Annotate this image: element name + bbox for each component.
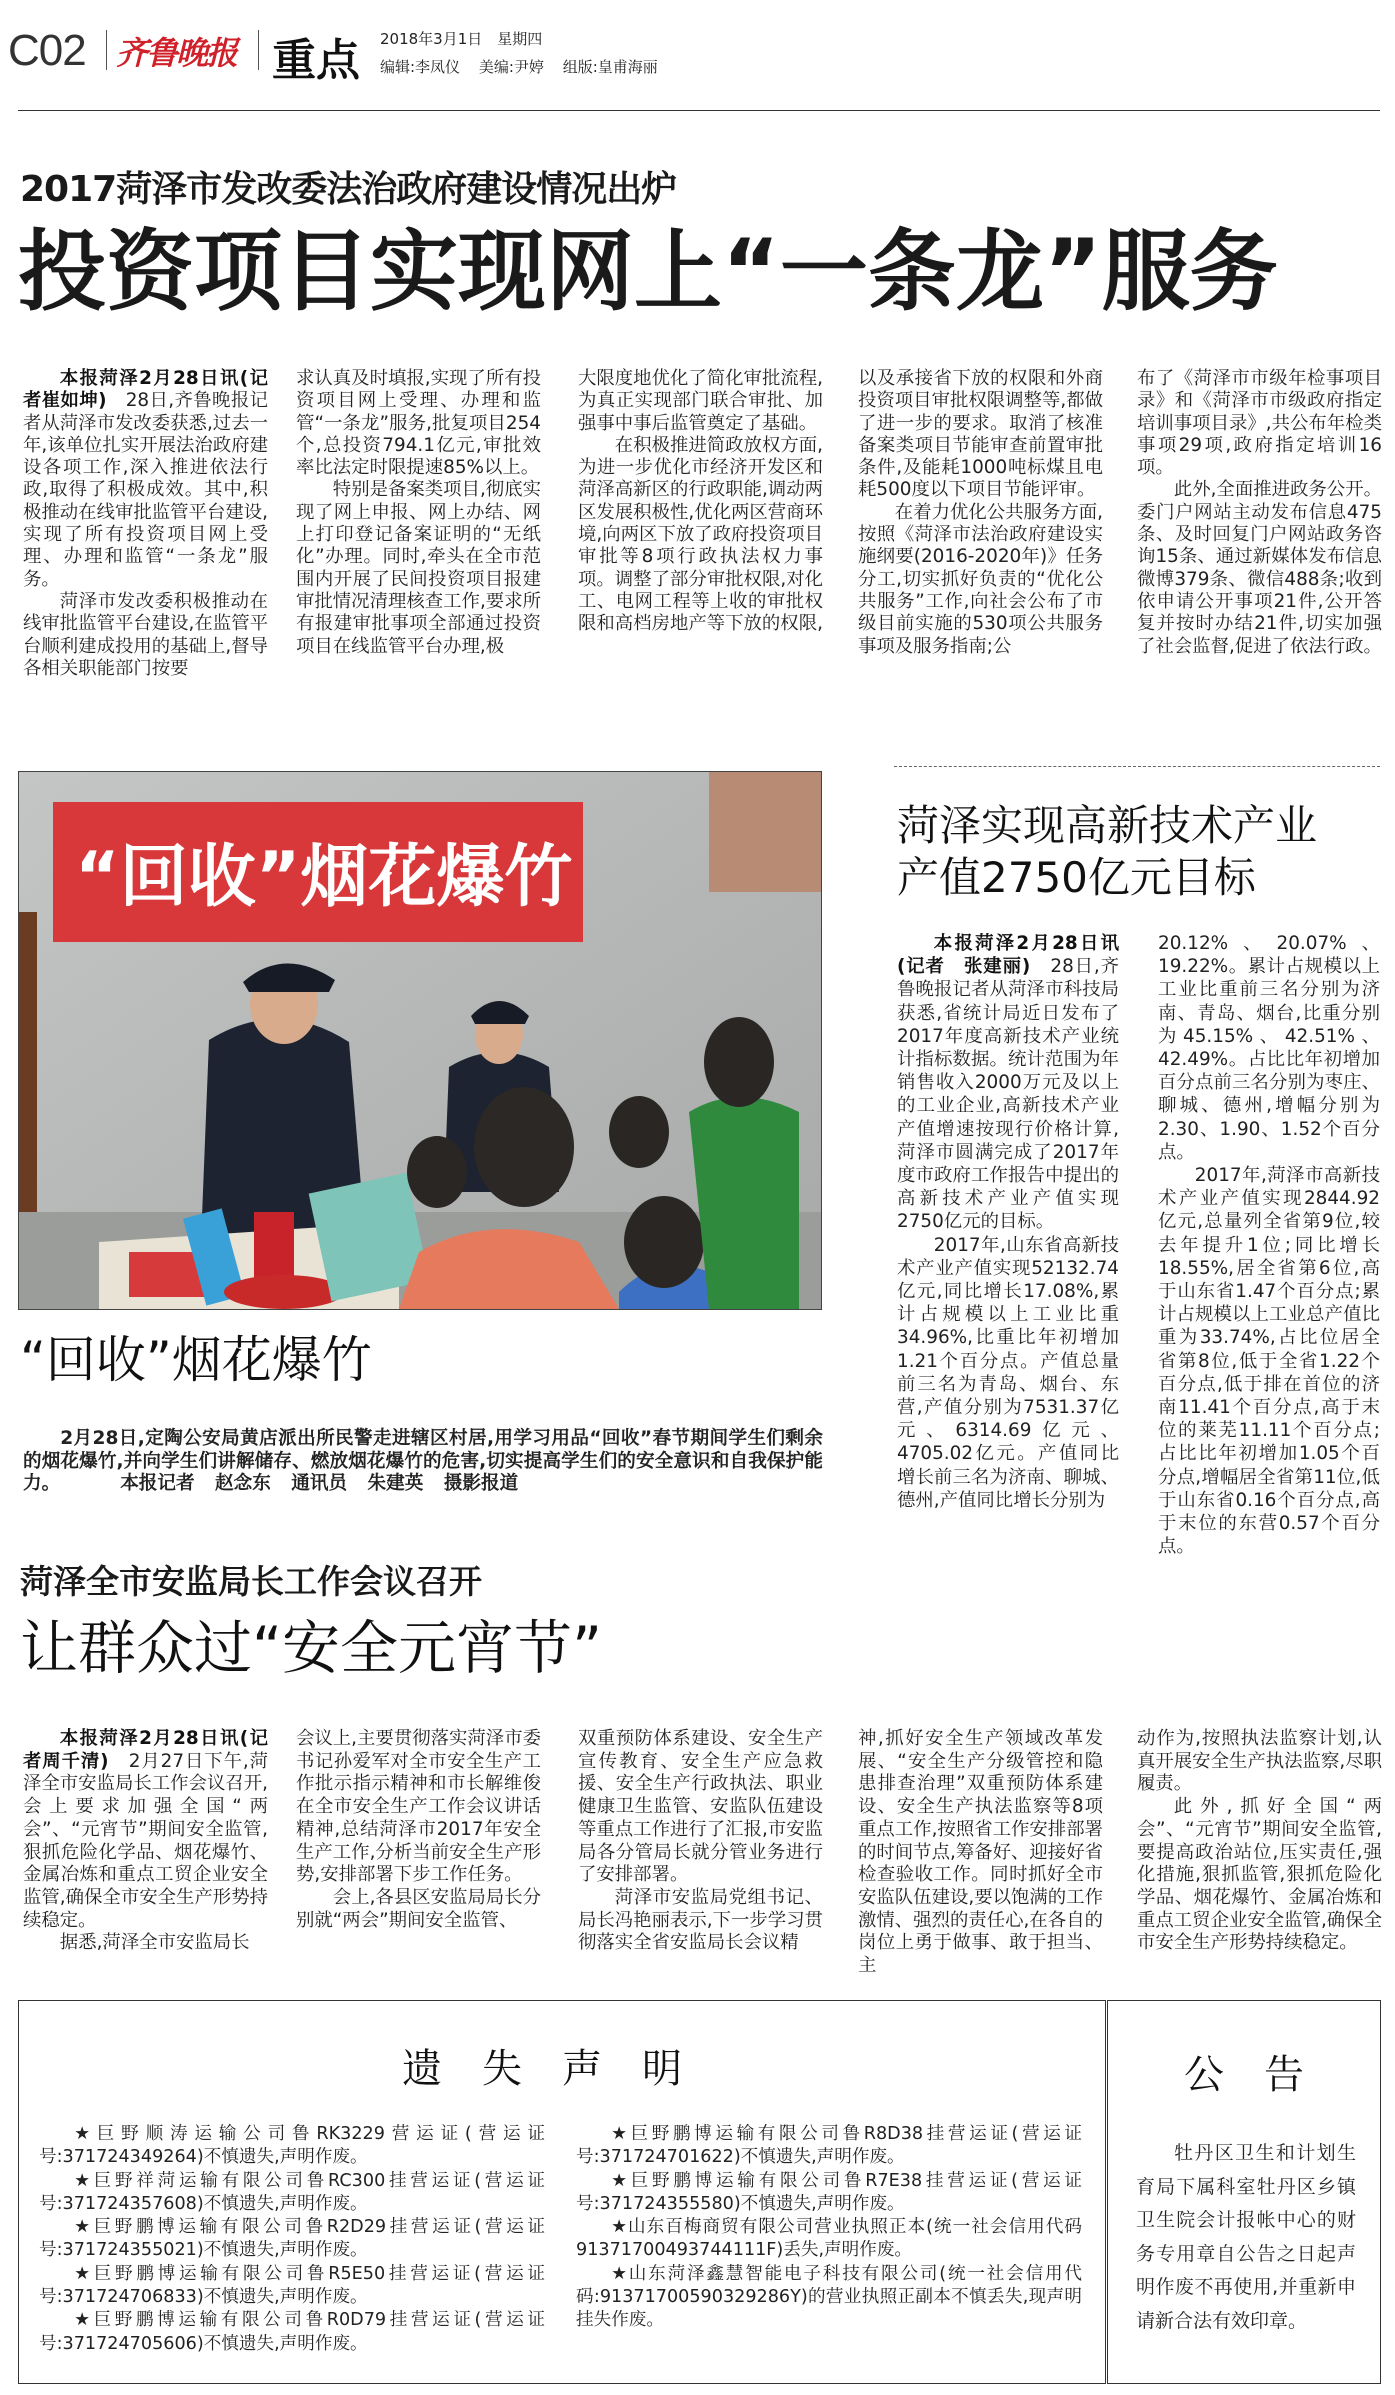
photo-caption-title: “回收”烟花爆竹 xyxy=(20,1331,372,1389)
paragraph xyxy=(578,368,823,435)
paragraph xyxy=(897,1234,1119,1512)
paragraph xyxy=(23,1932,268,1955)
newspaper-logo: 齐鲁晚报 xyxy=(116,34,237,72)
paragraph-text: 2月27日下午,菏泽全市安监局长工作会议召开,会上要求加强全国“两会”、“元宵节”期间安全监管,狠抓危险化学品、烟花爆竹、金属冶炼和重点工贸企业安全监管,确保全市安全生产形势持续稳定。 xyxy=(23,1750,269,1931)
photo-police-children-fireworks xyxy=(19,772,821,1309)
layout-editor: 组版:皇甫海丽 xyxy=(562,58,658,76)
header-rule xyxy=(18,110,1380,111)
article3-headline: 让群众过“安全元宵节” xyxy=(20,1614,603,1682)
loss-notice-item: ★巨野鹏博运输有限公司鲁R2D29挂营运证(营运证号:371724355021)不慎遗失,声明作废。 xyxy=(39,2217,545,2261)
paragraph xyxy=(296,1887,541,1932)
dateline-lead: 本报菏泽2月28日讯(记者 张建丽) xyxy=(897,933,1119,978)
paragraph-text: 28日,齐鲁晚报记者从菏泽市科技局获悉,省统计局近日发布了2017年度高新技术产业统计指标数据。统计范围为年销售收入2000万元及以上的工业企业,高新技术产业产值增速按现行价格计算,菏泽市圆满完成了2017年度市政府工作报告中提出的高新技术产业产值实现2750亿元的目标。 xyxy=(897,956,1119,1233)
paragraph xyxy=(296,1728,541,1887)
article-column xyxy=(1158,932,1380,1558)
paragraph xyxy=(296,368,541,479)
dashed-divider xyxy=(894,766,1380,767)
loss-notice-right-column xyxy=(576,2123,1082,2333)
article1-kicker: 2017菏泽市发改委法治政府建设情况出炉 xyxy=(20,169,677,210)
news-photo xyxy=(18,771,822,1310)
paragraph-text: 求认真及时填报,实现了所有投资项目网上受理、办理和监管“一条龙”服务,批复项目254个,总投资794.1亿元,审批效率比法定时限提速85%以上。 xyxy=(296,368,541,479)
paragraph-text: 神,抓好安全生产领域改革发展、“安全生产分级管控和隐患排查治理”双重预防体系建设、安全生产执法监察等8项重点工作,按照省工作安排部署的时间节点,筹备好、迎接好省检查验收工作。同时抓好全市安监队伍建设,要以饱满的工作激情、强烈的责任心,在各自的岗位上勇于做事、敢于担当、主 xyxy=(858,1728,1103,1977)
paragraph xyxy=(858,502,1103,658)
loss-notice-item: ★巨野鹏博运输有限公司鲁R8D38挂营运证(营运证号:371724701622)不慎遗失,声明作废。 xyxy=(576,2124,1082,2168)
public-notice-box xyxy=(1107,2000,1381,2384)
paragraph xyxy=(1158,932,1380,1164)
article-column xyxy=(858,1728,1103,1978)
paragraph-text: 双重预防体系建设、安全生产宣传教育、安全生产应急救援、安全生产行政执法、职业健康卫生监管、安监队伍建设等重点工作进行了汇报,市安监局各分管局长就分管业务进行了安排部署。 xyxy=(578,1728,823,1886)
paragraph-text: 据悉,菏泽全市安监局长 xyxy=(59,1932,250,1954)
paragraph-text: 特别是备案类项目,彻底实现了网上申报、网上办结、网上打印登记备案证明的“无纸化”办理。同时,牵头在全市范围内开展了民间投资项目报建审批情况清理核查工作,要求所有报建审批事项全部通过投资项目在线监管平台办理,极 xyxy=(296,479,541,657)
loss-notice-title: 遗失声明 xyxy=(402,2046,722,2092)
paragraph xyxy=(897,932,1119,1234)
loss-notice-box xyxy=(18,2000,1106,2384)
dateline-lead: 本报菏泽2月28日讯(记者崔如坤) xyxy=(23,368,268,412)
divider xyxy=(258,30,259,70)
article-column xyxy=(578,368,823,636)
paragraph-text: 大限度地优化了简化审批流程,为真正实现部门联合审批、加强事中事后监管奠定了基础。 xyxy=(578,368,823,434)
paragraph xyxy=(1137,368,1382,479)
paragraph-text: 在积极推进简政放权方面,为进一步优化市经济开发区和菏泽高新区的行政职能,调动两区发展积极性,优化两区营商环境,向两区下放了政府投资项目审批等8项行政执法权力事项。调整了部分审批权限,对化工、电网工程等上收的审批权限和高档房地产等下放的权限, xyxy=(578,434,823,635)
paragraph xyxy=(1137,1796,1382,1955)
paragraph xyxy=(858,368,1103,502)
paragraph-text: 会议上,主要贯彻落实菏泽市委书记孙爱军对全市安全生产工作批示指示精神和市长解维俊在全市安全生产工作会议讲话精神,总结菏泽市2017年安全生产工作,分析当前安全生产形势,安排部署下步工作任务。 xyxy=(296,1728,541,1886)
issue-date: 2018年3月1日 星期四 xyxy=(380,30,543,48)
paragraph xyxy=(1158,1164,1380,1558)
paragraph xyxy=(578,435,823,636)
article-column xyxy=(578,1728,823,1955)
paragraph-text: 此外,全面推进政务公开。委门户网站主动发布信息475条、及时回复门户网站政务咨询15条、通过新媒体发布信息微博379条、微信488条;收到依申请公开事项21件,公开答复并按时办结21件,切实加强了社会监督,促进了依法行政。 xyxy=(1137,479,1382,657)
loss-notice-item: ★巨野鹏博运输有限公司鲁R5E50挂营运证(营运证号:371724706833)不慎遗失,声明作废。 xyxy=(39,2263,545,2308)
banner-text: “回收”烟花爆竹 xyxy=(75,838,573,917)
paragraph-text: 20.12%、20.07%、19.22%。累计占规模以上工业比重前三名分别为济南、青岛、烟台,比重分别为45.15%、42.51%、42.49%。占比比年初增加百分点前三名分别为枣庄、聊城、德州,增幅分别为2.30、1.90、1.52个百分点。 xyxy=(1158,933,1380,1163)
paragraph xyxy=(23,1728,268,1932)
editor: 编辑:李凤仪 xyxy=(380,58,461,76)
art-editor: 美编:尹婷 xyxy=(478,58,544,76)
loss-notice-item: ★山东菏泽鑫慧智能电子科技有限公司(统一社会信用代码:91371700590329286Y)的营业执照正副本不慎丢失,现声明挂失作废。 xyxy=(576,2263,1082,2331)
article-column xyxy=(296,368,541,658)
divider xyxy=(106,30,107,70)
paragraph-text: 在着力优化公共服务方面,按照《菏泽市法治政府建设实施纲要(2016-2020年)》任务分工,切实抓好负责的“优化公共服务”工作,向社会公布了市级目前实施的530项公共服务事项及服务指南;公 xyxy=(858,501,1103,657)
article-column xyxy=(23,368,268,680)
paragraph-text: 此外,抓好全国“两会”、“元宵节”期间安全监管,要提高政治站位,压实责任,强化措施,狠抓监管,狠抓危险化学品、烟花爆竹、金属冶炼和重点工贸企业安全监管,确保全市安全生产形势持续稳定。 xyxy=(1137,1796,1382,1954)
loss-notice-item: ★巨野顺涛运输公司鲁RK3229营运证(营运证号:371724349264)不慎遗失,声明作废。 xyxy=(39,2124,545,2168)
paragraph-text: 28日,齐鲁晚报记者从菏泽市发改委获悉,过去一年,该单位扎实开展法治政府建设各项工作,深入推进依法行政,取得了积极成效。其中,积极推动在线审批监管平台建设,实现了所有投资项目网上受理、办理和监管“一条龙”服务。 xyxy=(23,390,269,590)
article-column xyxy=(23,1728,268,1955)
paragraph xyxy=(1137,1728,1382,1796)
paragraph-text: 会上,各县区安监局局长分别就“两会”期间安全监管、 xyxy=(296,1886,541,1931)
photo-caption xyxy=(23,1428,823,1496)
paragraph-text: 以及承接省下放的权限和外商投资项目审批权限调整等,都做了进一步的要求。取消了核准备案类项目节能审查前置审批条件,及能耗1000吨标煤且电耗500度以下项目节能评审。 xyxy=(858,368,1103,501)
article-column xyxy=(296,1728,541,1932)
section-title: 重点 xyxy=(272,35,360,86)
paragraph xyxy=(858,1728,1103,1978)
loss-notice-item: ★巨野鹏博运输有限公司鲁R0D79挂营运证(营运证号:371724705606)不慎遗失,声明作废。 xyxy=(39,2310,545,2354)
paragraph-text: 2017年,菏泽市高新技术产业产值实现2844.92亿元,总量列全省第9位,较去年提升1位;同比增长18.55%,居全省第6位,高于山东省1.47个百分点;累计占规模以上工业总产值比重为33.74%,占比位居全省第8位,低于全省1.22个百分点,低于排在首位的济南11.41个百分点,高于末位的莱芜11.11个百分点;占比比年初增加1.05个百分点,增幅居全省第11位,低于山东省0.16个百分点,高于末位的东营0.57个百分点。 xyxy=(1158,1165,1380,1558)
loss-notice-left-column xyxy=(39,2123,545,2356)
article-column xyxy=(858,368,1103,658)
article2-headline-line2: 产值2750亿元目标 xyxy=(897,853,1256,902)
page-number: C02 xyxy=(8,26,86,75)
loss-notice-item: ★山东百梅商贸有限公司营业执照正本(统一社会信用代码91371700493744111F)丢失,声明作废。 xyxy=(576,2217,1082,2261)
loss-notice-item: ★巨野祥菏运输有限公司鲁RC300挂营运证(营运证号:371724357608)不慎遗失,声明作废。 xyxy=(39,2170,545,2214)
paragraph-text: 2017年,山东省高新技术产业产值实现52132.74亿元,同比增长17.08%,累计占规模以上工业比重34.96%,比重比年初增加1.21个百分点。产值总量前三名为青岛、烟台、东营,产值分别为7531.37亿元、6314.69亿元、4705.02亿元。产值同比增长前三名为济南、聊城、德州,产值同比增长分别为 xyxy=(897,1234,1119,1511)
article2-headline-line1: 菏泽实现高新技术产业 xyxy=(897,801,1318,850)
public-notice-body: 牡丹区卫生和计划生育局下属科室牡丹区乡镇卫生院会计报帐中心的财务专用章自公告之日起声明作废不再使用,并重新申请新合法有效印章。 xyxy=(1136,2142,1356,2332)
dateline-lead: 本报菏泽2月28日讯(记者周千清) xyxy=(23,1728,268,1772)
photo-credit: 本报记者 赵念东 通讯员 朱建英 摄影报道 xyxy=(120,1473,519,1494)
article-column xyxy=(897,932,1119,1512)
editor-credits xyxy=(380,58,672,76)
paragraph xyxy=(1137,479,1382,657)
public-notice-title: 公告 xyxy=(1184,2052,1344,2098)
paragraph xyxy=(23,368,268,591)
article-column xyxy=(1137,1728,1382,1955)
article3-kicker: 菏泽全市安监局长工作会议召开 xyxy=(20,1562,482,1601)
caption-text: 2月28日,定陶公安局黄店派出所民警走进辖区村居,用学习用品“回收”春节期间学生们剩余的烟花爆竹,并向学生们讲解储存、燃放烟花爆竹的危害,切实提高学生们的安全意识和自我保护能力。 xyxy=(23,1428,823,1494)
paragraph xyxy=(578,1728,823,1887)
paragraph-text: 菏泽市发改委积极推动在线审批监管平台建设,在监管平台顺利建成投用的基础上,督导各相关职能部门按要 xyxy=(23,590,268,679)
article1-headline: 投资项目实现网上“一条龙”服务 xyxy=(18,220,1278,323)
paragraph xyxy=(23,591,268,680)
loss-notice-item: ★巨野鹏博运输有限公司鲁R7E38挂营运证(营运证号:371724355580)不慎遗失,声明作废。 xyxy=(576,2170,1082,2214)
article-column xyxy=(1137,368,1382,658)
paragraph-text: 动作为,按照执法监察计划,认真开展安全生产执法监察,尽职履责。 xyxy=(1137,1728,1382,1795)
paragraph xyxy=(296,479,541,657)
paragraph xyxy=(578,1887,823,1955)
paragraph-text: 菏泽市安监局党组书记、局长冯艳丽表示,下一步学习贯彻落实全省安监局长会议精 xyxy=(578,1886,823,1954)
article2-headline xyxy=(897,800,1317,904)
paragraph-text: 布了《菏泽市市级年检事项目录》和《菏泽市市级政府指定培训事项目录》,共公布年检类事项29项,政府指定培训16项。 xyxy=(1137,368,1382,479)
